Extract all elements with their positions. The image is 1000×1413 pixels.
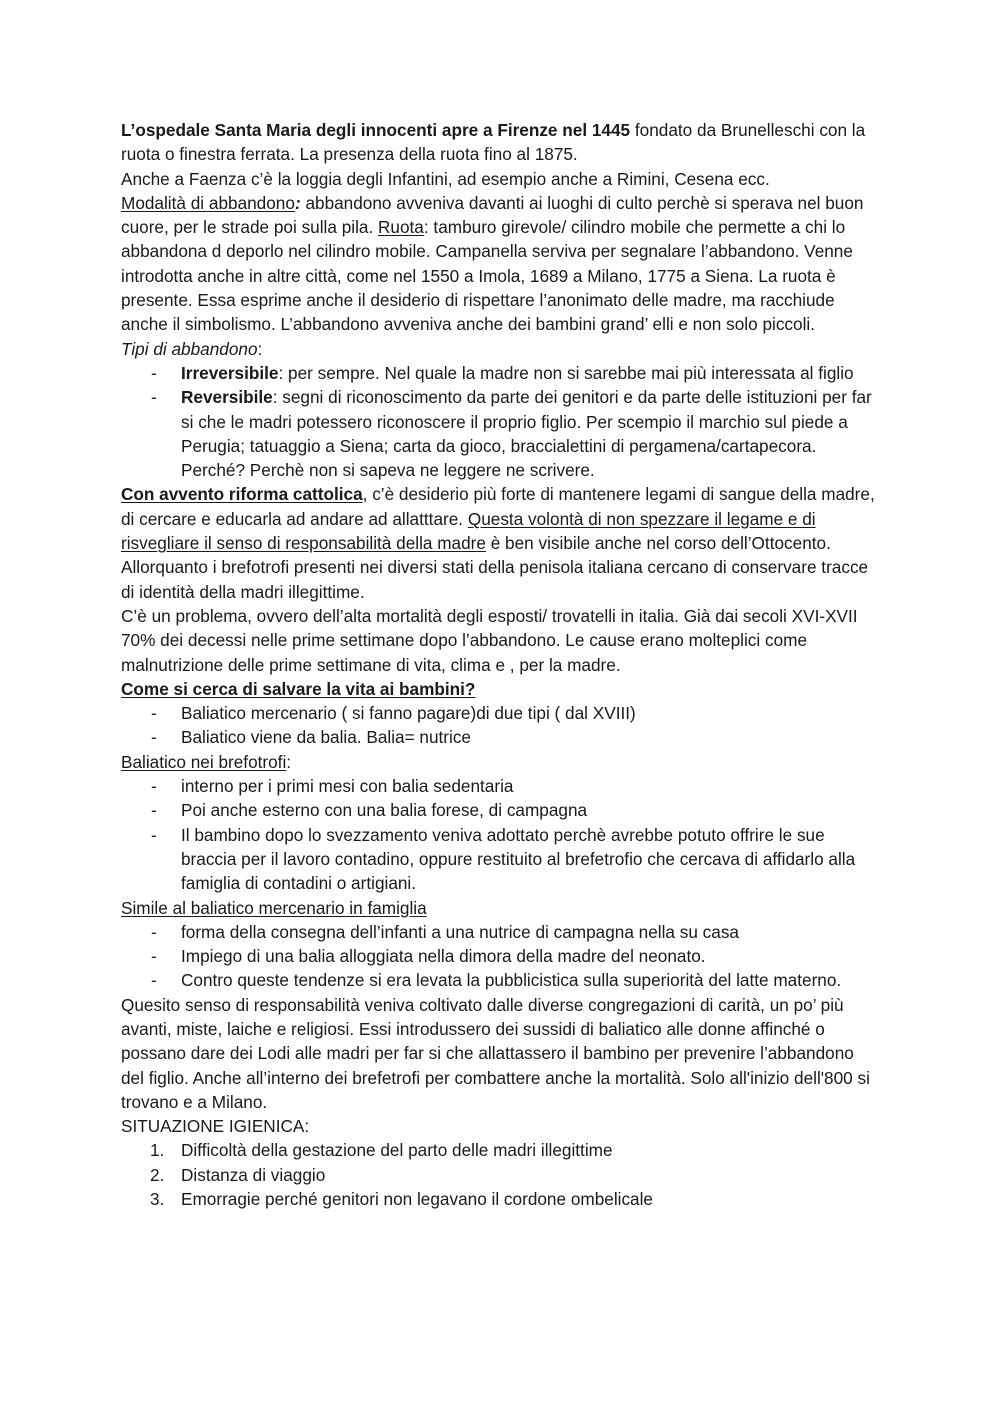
- list-marker: -: [151, 387, 157, 408]
- list-marker: -: [151, 946, 157, 967]
- item-text: Impiego di una balia alloggiata nella dimora della madre del neonato.: [181, 946, 706, 967]
- list-marker: -: [151, 824, 157, 845]
- item-text: Distanza di viaggio: [181, 1164, 326, 1185]
- tipi-list: [121, 361, 881, 482]
- list-item: [121, 944, 881, 968]
- list-number: 1.: [150, 1140, 165, 1161]
- salvare-heading: Come si cerca di salvare la vita ai bambini?: [121, 678, 476, 699]
- item-text: Baliatico viene da balia. Balia= nutrice: [181, 727, 471, 748]
- riforma-heading: Con avvento riforma cattolica: [121, 484, 363, 505]
- list-item: [121, 968, 881, 992]
- list-marker: -: [151, 776, 157, 797]
- list-item: [121, 1138, 881, 1162]
- item-text: : segni di riconoscimento da parte dei genitori e da parte delle istituzioni per far si che le madri potessero riconoscere il proprio figlio. Per scempio il marchio sul piede a Perugia; tatuaggio a Siena; carta da gioco, braccialettini di pergamena/cartapecora. Perché? Perchè non si sapeva ne leggere ne scrivere.: [181, 387, 872, 481]
- item-bold-term: Reversibile: [181, 387, 273, 408]
- responsabilita-paragraph: Quesito senso di responsabilità veniva coltivato dalle diverse congregazioni di carità, un po’ più avanti, miste, laiche e religiosi. Essi introdussero dei sussidi di baliatico alle donne affinché o possano dare dei Lodi alle madri per far si che allattassero il bambino per prevenire l’abbandono del figlio. Anche all’interno dei brefetrofi per combattere anche la mortalità. Solo all'inizio dell'800 si trovano e a Milano.: [121, 994, 870, 1112]
- list-item: [121, 823, 881, 896]
- list-marker: -: [151, 800, 157, 821]
- mortalita-paragraph: C’è un problema, ovvero dell’alta mortalità degli esposti/ trovatelli in italia. Già dai secoli XVI-XVII 70% dei decessi nelle prime settimane dopo l’abbandono. Le cause erano molteplici come malnutrizione delle prime settimane di vita, clima e , per la madre.: [121, 605, 858, 675]
- list-marker: -: [151, 921, 157, 942]
- modalita-paragraph: [121, 191, 881, 337]
- famiglia-list: [121, 920, 881, 993]
- document-page: [121, 118, 881, 1211]
- riforma-underlined-text: Questa volontà di non spezzare il legame e di risvegliare il senso di responsabilità della madre: [121, 508, 816, 554]
- list-item: [121, 774, 881, 798]
- list-number: 3.: [150, 1189, 165, 1210]
- brefotrofi-list: [121, 774, 881, 895]
- brefotrofi-heading: [121, 750, 881, 774]
- list-marker: -: [151, 362, 157, 383]
- intro-paragraph: [121, 118, 881, 167]
- list-item: [121, 385, 881, 482]
- list-marker: -: [151, 727, 157, 748]
- igienica-list: [121, 1138, 881, 1211]
- modalita-text: abbandono avveniva davanti ai luoghi di culto perchè si sperava nel buon cuore, per le strade poi sulla pila.: [121, 192, 864, 238]
- item-text: interno per i primi mesi con balia sedentaria: [181, 776, 514, 797]
- tipi-heading-colon: :: [257, 338, 263, 359]
- item-text: : per sempre. Nel quale la madre non si sarebbe mai più interessata al figlio: [278, 362, 854, 383]
- brefotrofi-heading-colon: :: [286, 751, 292, 772]
- item-text: Poi anche esterno con una balia forese, di campagna: [181, 800, 588, 821]
- item-text: Difficoltà della gestazione del parto delle madri illegittime: [181, 1140, 613, 1161]
- list-item: [121, 361, 881, 385]
- riforma-text: , c’è desiderio più forte di mantenere legami di sangue della madre, di cercare e educarla ad andare ad allatttare.: [121, 484, 875, 529]
- riforma-paragraph: [121, 482, 881, 603]
- modalita-colon: :: [294, 192, 301, 213]
- tipi-heading-text: Tipi di abbandono: [121, 338, 258, 359]
- item-text: Contro queste tendenze si era levata la pubblicistica sulla superiorità del latte materno.: [181, 970, 842, 991]
- famiglia-heading: Simile al baliatico mercenario in famiglia: [121, 897, 427, 918]
- ruota-text: : tamburo girevole/ cilindro mobile che permette a chi lo abbandona d deporlo nel cilindro mobile. Campanella serviva per segnalare l’abbandono. Venne introdotta anche in altre città, come nel 1550 a Imola, 1689 a Milano, 1775 a Siena. La ruota è presente. Essa esprime anche il desiderio di rispettare l’anonimato delle madre, ma racchiude anche il simbolismo. L’abbandono avveniva anche dei bambini grand’ elli e non solo piccoli.: [121, 217, 853, 335]
- list-item: [121, 1163, 881, 1187]
- item-text: forma della consegna dell’infanti a una nutrice di campagna nella su casa: [181, 921, 739, 942]
- list-item: [121, 798, 881, 822]
- brefotrofi-heading-text: Baliatico nei brefotrofi: [121, 751, 287, 772]
- list-item: [121, 920, 881, 944]
- intro-text: fondato da Brunelleschi con la ruota o finestra ferrata. La presenza della ruota fino al 1875.: [121, 120, 866, 165]
- item-text: Emorragie perché genitori non legavano il cordone ombelicale: [181, 1189, 653, 1210]
- list-marker: -: [151, 703, 157, 724]
- list-item: [121, 1187, 881, 1211]
- salvare-list: [121, 701, 881, 750]
- riforma-text-end: è ben visibile anche nel corso dell’Ottocento. Allorquanto i brefotrofi presenti nei diversi stati della penisola italiana cercano di conservare tracce di identità della madri illegittime.: [121, 533, 869, 602]
- faenza-paragraph: Anche a Faenza c’è la loggia degli Infantini, ad esempio anche a Rimini, Cesena ecc.: [121, 168, 770, 189]
- list-number: 2.: [150, 1164, 165, 1185]
- item-bold-term: Irreversibile: [181, 362, 279, 383]
- tipi-heading: [121, 337, 881, 361]
- list-item: [121, 701, 881, 725]
- modalita-heading: Modalità di abbandono: [121, 192, 295, 213]
- item-text: Baliatico mercenario ( si fanno pagare)di due tipi ( dal XVIII): [181, 703, 636, 724]
- list-marker: -: [151, 970, 157, 991]
- igienica-heading: SITUAZIONE IGIENICA:: [121, 1116, 310, 1137]
- intro-bold-text: L’ospedale Santa Maria degli innocenti apre a Firenze nel 1445: [121, 120, 631, 140]
- item-text: Il bambino dopo lo svezzamento veniva adottato perchè avrebbe potuto offrire le sue braccia per il lavoro contadino, oppure restituito al brefetrofio che cercava di affidarlo alla famiglia di contadini o artigiani.: [181, 824, 856, 894]
- list-item: [121, 725, 881, 749]
- ruota-term: Ruota: [378, 217, 424, 238]
